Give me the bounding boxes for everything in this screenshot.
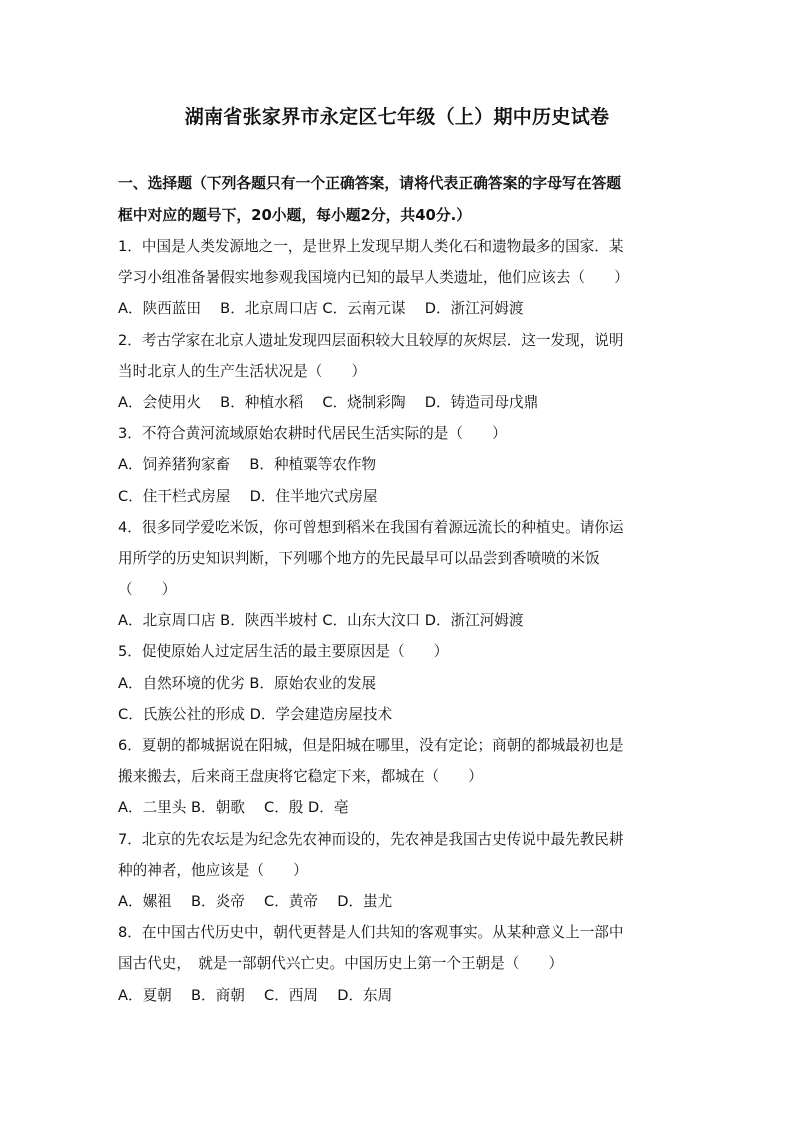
question-3 bbox=[118, 418, 680, 512]
question-stem-line: 当时北京人的生产生活状况是（ ） bbox=[118, 362, 367, 380]
question-options: A．饲养猪狗家畜 B．种植粟等农作物 bbox=[118, 456, 377, 474]
section-heading-line-2: 框中对应的题号下，20小题，每小题2分，共40分.） bbox=[118, 206, 472, 224]
question-stem-line: 5．促使原始人过定居生活的最主要原因是（ ） bbox=[118, 643, 449, 661]
question-1 bbox=[118, 231, 680, 325]
question-options: C．氏族公社的形成 D．学会建造房屋技术 bbox=[118, 705, 393, 723]
question-stem-line: 国古代史， 就是一部朝代兴亡史。中国历史上第一个王朝是（ ） bbox=[118, 955, 564, 973]
question-stem-line: 4．很多同学爱吃米饭，你可曾想到稻米在我国有着源远流长的种植史。请你运 bbox=[118, 518, 624, 536]
question-options: A．北京周口店 B．陕西半坡村 C．山东大汶口 D．浙江河姆渡 bbox=[118, 612, 524, 630]
question-options: A．会使用火 B．种植水稻 C．烧制彩陶 D．铸造司母戊鼎 bbox=[118, 393, 539, 411]
question-5 bbox=[118, 636, 680, 730]
question-7 bbox=[118, 824, 680, 918]
question-options: A．夏朝 B．商朝 C．西周 D．东周 bbox=[118, 986, 393, 1004]
question-stem-line: （ ） bbox=[118, 581, 177, 599]
question-stem-line: 搬来搬去，后来商王盘庚将它稳定下来，都城在（ ） bbox=[118, 768, 483, 786]
question-stem-line: 6．夏朝的都城据说在阳城，但是阳城在哪里，没有定论；商朝的都城最初也是 bbox=[118, 737, 624, 754]
question-stem-line: 8．在中国古代历史中，朝代更替是人们共知的客观事实。从某种意义上一部中 bbox=[118, 924, 624, 942]
question-stem-line: 3．不符合黄河流域原始农耕时代居民生活实际的是（ ） bbox=[118, 425, 507, 443]
question-8 bbox=[118, 917, 680, 1011]
question-6 bbox=[118, 730, 680, 824]
question-stem-line: 种的神者，他应该是（ ） bbox=[118, 861, 308, 879]
question-options: A．陕西蓝田 B．北京周口店 C．云南元谋 D．浙江河姆渡 bbox=[118, 300, 524, 318]
question-2 bbox=[118, 325, 680, 419]
question-options: C．住干栏式房屋 D．住半地穴式房屋 bbox=[118, 487, 378, 505]
question-options: A．自然环境的优劣 B．原始农业的发展 bbox=[118, 674, 377, 692]
question-options: A．二里头 B．朝歌 C．殷 D．亳 bbox=[118, 799, 349, 817]
exam-title: 湖南省张家界市永定区七年级（上）期中历史试卷 bbox=[184, 106, 610, 128]
question-options: A．嫘祖 B．炎帝 C．黄帝 D．蚩尤 bbox=[118, 892, 393, 910]
question-4 bbox=[118, 512, 680, 637]
question-stem-line: 7．北京的先农坛是为纪念先农神而设的，先农神是我国古史传说中最先教民耕 bbox=[118, 830, 624, 848]
exam-content bbox=[118, 168, 680, 1011]
question-stem-line: 1．中国是人类发源地之一，是世界上发现早期人类化石和遗物最多的国家．某 bbox=[118, 238, 624, 255]
question-stem-line: 学习小组准备暑假实地参观我国境内已知的最早人类遗址，他们应该去（ ） bbox=[118, 269, 629, 287]
section-heading-line-1: 一、选择题（下列各题只有一个正确答案，请将代表正确答案的字母写在答题 bbox=[118, 175, 622, 192]
question-stem-line: 2．考古学家在北京人遗址发现四层面积较大且较厚的灰烬层．这一发现，说明 bbox=[118, 331, 624, 349]
question-stem-line: 用所学的历史知识判断，下列哪个地方的先民最早可以品尝到香喷喷的米饭 bbox=[118, 549, 600, 567]
